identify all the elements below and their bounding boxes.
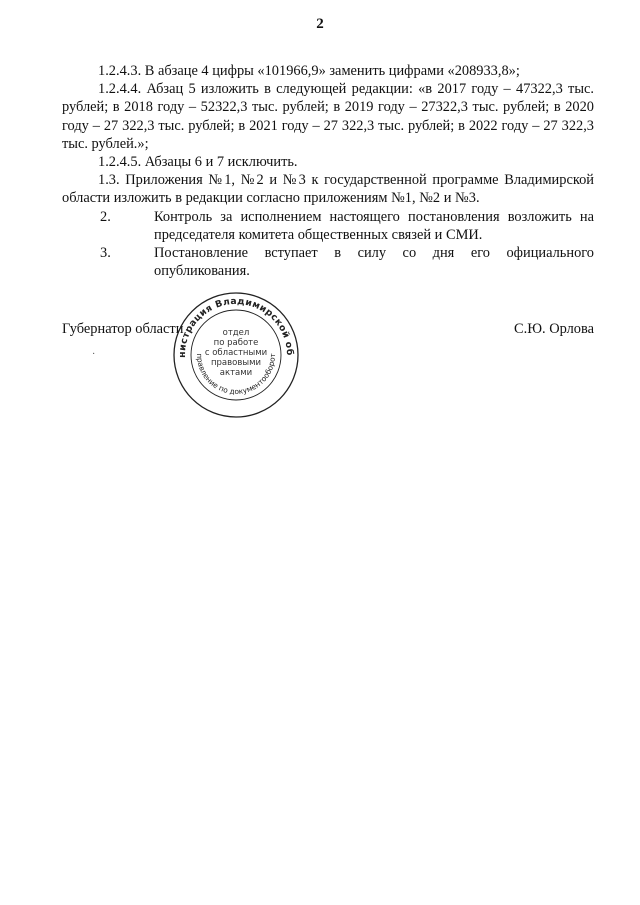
item-2 (62, 208, 594, 244)
paragraph-1-2-4-3: 1.2.4.3. В абзаце 4 цифры «101966,9» заменить цифрами «208933,8»; (98, 63, 520, 79)
paragraph-1-3: 1.3. Приложения №1, №2 и №3 к государственной программе Владимирской области изложить в редакции согласно приложениям №1, №2 и №3. (62, 172, 594, 207)
signature-title: Губернатор области (62, 321, 184, 337)
stamp-center-line-5: актами (219, 368, 253, 378)
paragraph-1-2-4-4: 1.2.4.4. Абзац 5 изложить в следующей редакции: «в 2017 году – 47322,3 тыс. рублей; в 2018 году – 52322,3 тыс. рублей; в 2019 году – 27322,3 тыс. рублей; в 2020 году – 27 322,3 тыс. рублей; в 2021 году – 27 322,3 тыс. рублей; в 2022 году – 27 322,3 тыс. рублей.»; (62, 81, 594, 152)
page-number: 2 (316, 16, 324, 32)
item-2-number: 2. (100, 208, 111, 225)
item-3-text: Постановление вступает в силу со дня его официального опубликования. (154, 245, 594, 280)
stamp-center-line-3: с областными (204, 348, 268, 358)
signature-block (62, 321, 594, 341)
item-2-text: Контроль за исполнением настоящего постановления возложить на председателя комитета общественных связей и СМИ. (154, 208, 594, 243)
signature-name: С.Ю. Орлова (514, 321, 594, 337)
item-3-number: 3. (100, 245, 111, 262)
stamp-center-line-4: правовыми (210, 358, 262, 368)
stamp-center-line-1: отдел (222, 328, 250, 338)
document-body (62, 62, 594, 280)
stamp-inner-text: правление по документооборот (194, 353, 278, 397)
speck-mark: · (92, 349, 96, 360)
item-3 (62, 244, 594, 280)
paragraph-1-2-4-5: 1.2.4.5. Абзацы 6 и 7 исключить. (98, 154, 298, 171)
stamp-center-line-2: по работе (213, 338, 259, 348)
official-stamp (171, 290, 301, 420)
stamp-outer-text: нистрация Владимирской об (176, 295, 296, 358)
